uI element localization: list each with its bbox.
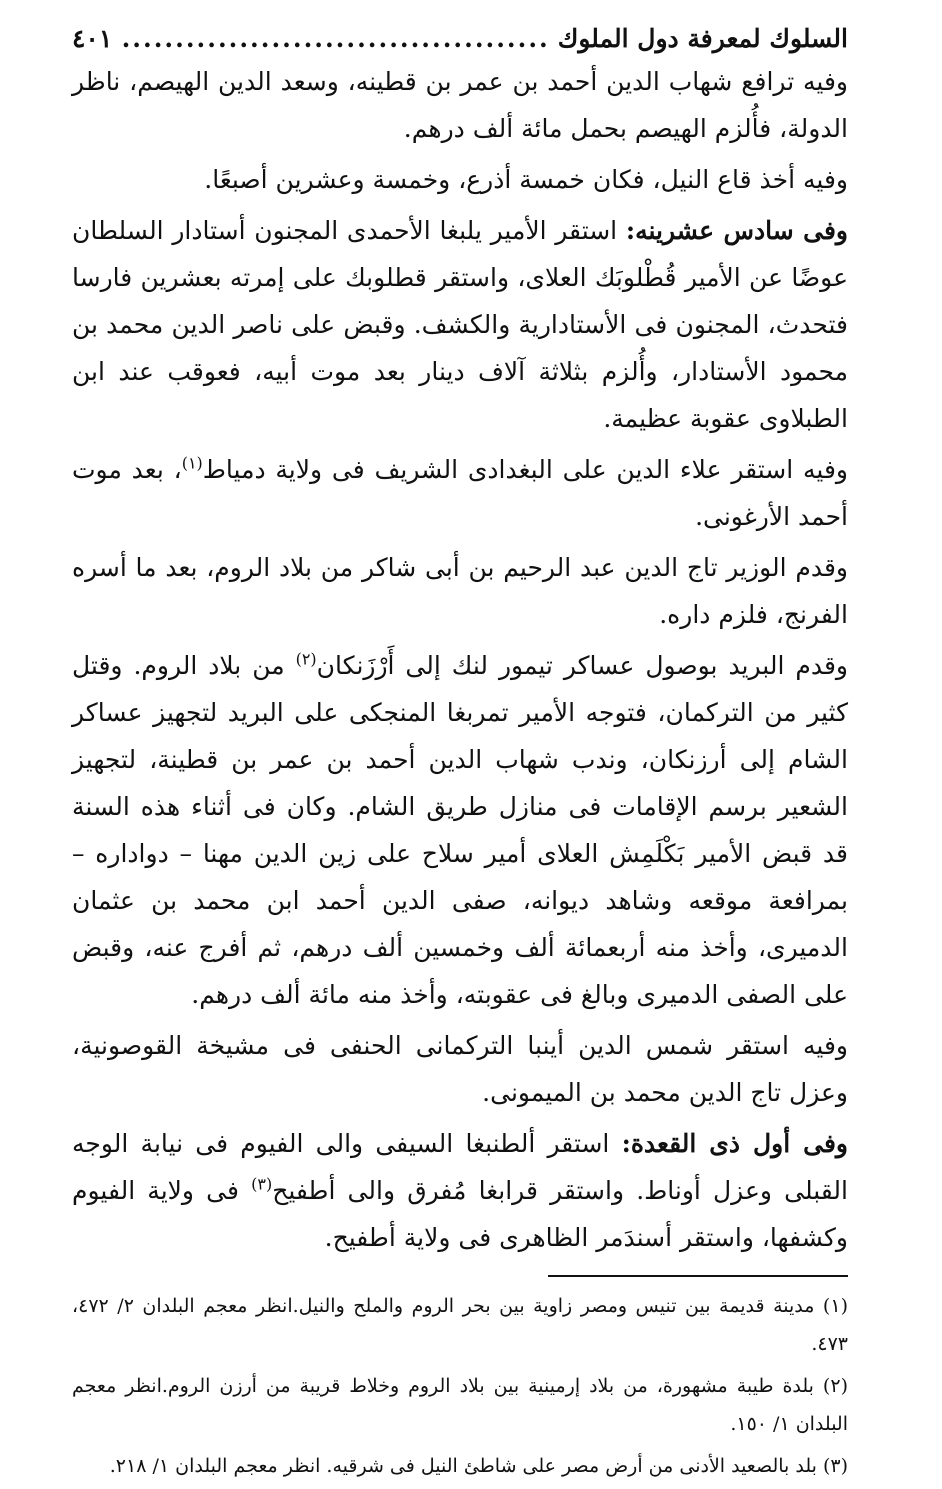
paragraph-8-text-b: فى ولاية الفيوم وكشفها، واستقر أسندَمر الظاهرى فى ولاية أطفيح. [72, 1176, 848, 1252]
paragraph-3 [72, 207, 848, 442]
page-number: ٤٠١ [72, 24, 113, 53]
footnote-ref-1[interactable]: (١) [181, 453, 203, 473]
paragraph-1 [72, 58, 848, 152]
paragraph-7-text: وفيه استقر شمس الدين أينبا التركمانى الحنفى فى مشيخة القوصونية، وعزل تاج الدين محمد بن الميمونى. [72, 1031, 848, 1107]
footnote-3: (٣) بلد بالصعيد الأدنى من أرض مصر على شاطئ النيل فى شرقيه. انظر معجم البلدان ١/ ٢١٨. [109, 1455, 848, 1477]
footnote-separator [548, 1275, 848, 1277]
paragraph-6 [72, 642, 848, 1018]
header-leader-dots [120, 22, 549, 56]
paragraph-2 [72, 156, 848, 203]
paragraph-5 [72, 544, 848, 638]
paragraph-6-text-b: من بلاد الروم. وقتل كثير من التركمان، فتوجه الأمير تمربغا المنجكى على البريد لتجهيز عساكر الشام إلى أرزنكان، وندب شهاب الدين أحمد بن عمر بن قطينة، لتجهيز الشعير برسم الإقامات فى منازل طريق الشام. وكان فى أثناء هذه السنة قد قبض الأمير بَكْلَمِش العلاى أمير سلاح على زين الدين مهنا – دواداره – بمرافعة موقعه وشاهد ديوانه، صفى الدين أحمد ابن محمد بن عثمان الدميرى، وأخذ منه أربعمائة ألف وخمسين ألف درهم، ثم أفرج عنه، وقبض على الصفى الدميرى وبالغ فى عقوبته، وأخذ منه مائة ألف درهم. [72, 651, 848, 1009]
paragraph-3-text: استقر الأمير يلبغا الأحمدى المجنون أستادار السلطان عوضًا عن الأمير قُطْلوبَك العلاى، واستقر قطلوبك على إمرته بعشرين فارسا فتحدث، المجنون فى الأستادارية والكشف. وقبض على ناصر الدين محمد بن محمود الأستادار، وأُلزم بثلاثة آلاف دينار بعد موت أبيه، فعوقب عند ابن الطبلاوى عقوبة عظيمة. [72, 216, 848, 433]
paragraph-8 [72, 1120, 848, 1261]
paragraph-7 [72, 1022, 848, 1116]
paragraph-4-text-b: ، بعد موت أحمد الأرغونى. [72, 455, 848, 531]
footnote-2: (٢) بلدة طيبة مشهورة، من بلاد إرمينية بين بلاد الروم وخلاط قريبة من أرزن الروم.انظر معجم البلدان ١/ ١٥٠. [72, 1375, 848, 1435]
footnote-ref-3[interactable]: (٣) [251, 1174, 273, 1194]
paragraph-4-text-a: وفيه استقر علاء الدين على البغدادى الشريف فى ولاية دمياط [202, 455, 848, 484]
paragraph-5-text: وقدم الوزير تاج الدين عبد الرحيم بن أبى شاكر من بلاد الروم، بعد ما أسره الفرنج، فلزم داره. [72, 553, 848, 629]
paragraph-8-lead: وفى أول ذى القعدة: [621, 1129, 849, 1158]
paragraph-3-lead: وفى سادس عشرينه: [625, 216, 848, 245]
book-page [72, 22, 848, 1489]
paragraph-4 [72, 446, 848, 540]
paragraph-8-text-a: استقر ألطنبغا السيفى والى الفيوم فى نيابة الوجه القبلى وعزل أوناط. واستقر قرابغا مُفرق والى أطفيح [72, 1129, 848, 1205]
footnote-1: (١) مدينة قديمة بين تنيس ومصر زاوية بين بحر الروم والملح والنيل.انظر معجم البلدان ٢/ ٤٧٢، ٤٧٣. [72, 1295, 848, 1355]
footnote-ref-2[interactable]: (٢) [295, 649, 317, 669]
paragraph-1-text: وفيه ترافع شهاب الدين أحمد بن عمر بن قطينه، وسعد الدين الهيصم، ناظر الدولة، فأُلزم الهيصم بحمل مائة ألف درهم. [72, 67, 848, 143]
running-header [72, 22, 848, 56]
running-title: السلوك لمعرفة دول الملوك [557, 24, 848, 53]
paragraph-6-text-a: وقدم البريد بوصول عساكر تيمور لنك إلى أَرْزَنكان [316, 651, 848, 680]
paragraph-2-text: وفيه أخذ قاع النيل، فكان خمسة أذرع، وخمسة وعشرين أصبعًا. [204, 165, 848, 194]
